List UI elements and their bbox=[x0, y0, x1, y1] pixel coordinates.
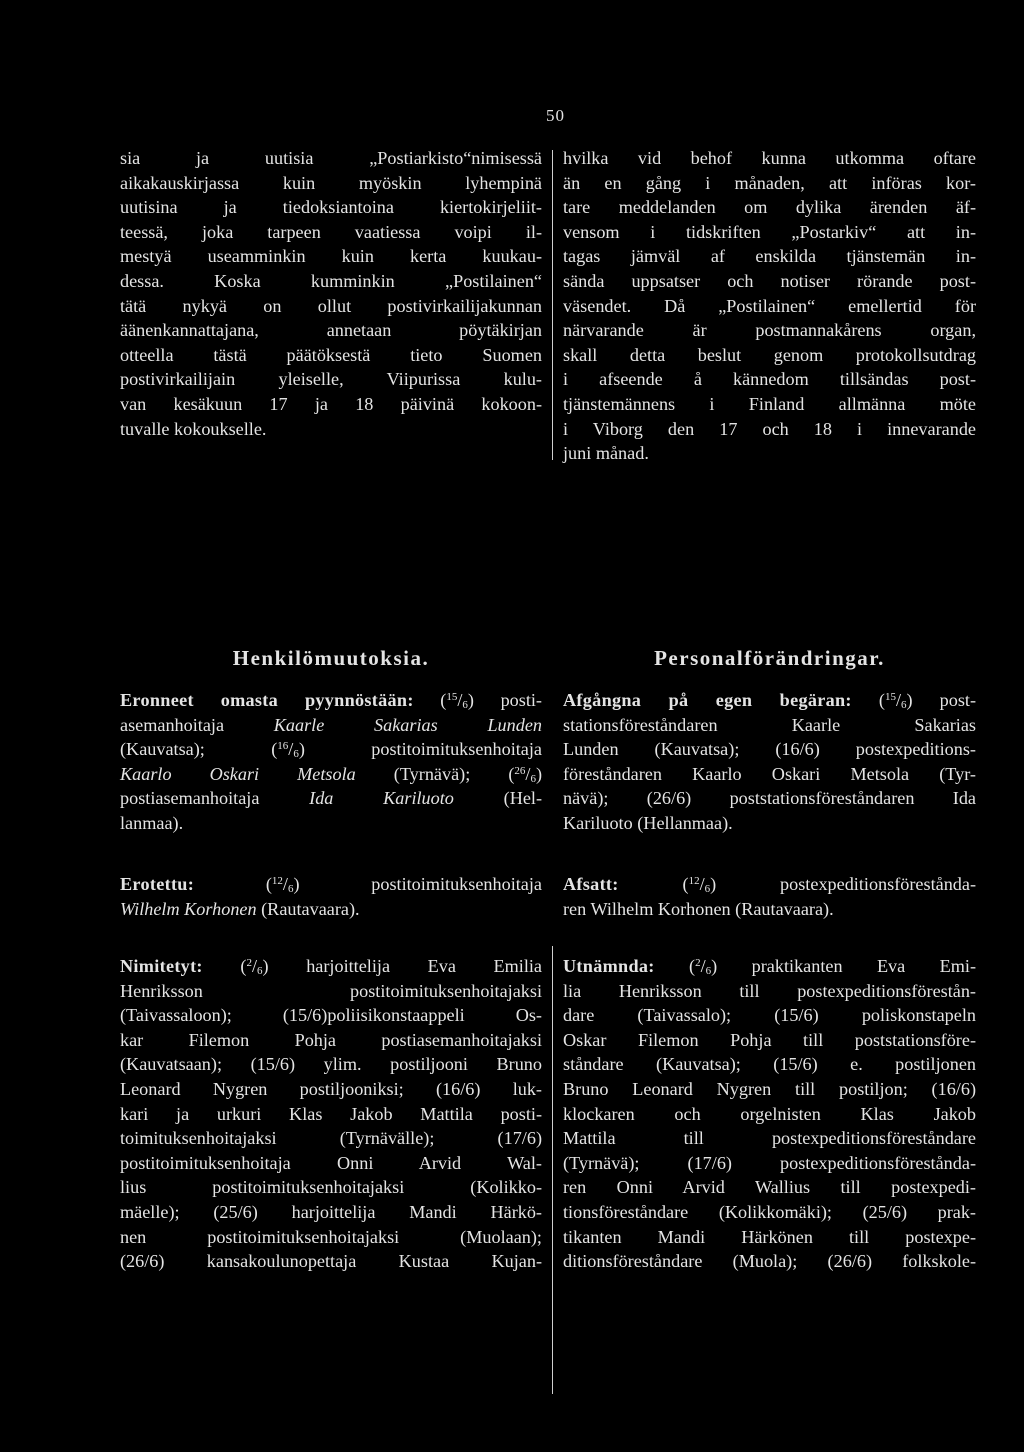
column-divider-top bbox=[552, 150, 553, 460]
finnish-resigned-entry: Eronneet omasta pyynnöstään: $(^{15}/_6)$ posti- asemanhoitaja Kaarle Sakarias Lunden (Kauvatsa); $(^{16}/_6)$ postitoimituksenhoitaja Kaarlo Oskari Metsola (Tyrnävä); $(^{26}/_6)$ postiasemanhoitaja Ida Kariluoto (Hel- lanmaa). bbox=[120, 690, 543, 833]
person-name: Kaarle Sakarias Lunden bbox=[273, 714, 543, 735]
finnish-intro-paragraph bbox=[120, 146, 542, 441]
text-line: tätä nykyä on ollut postivirkailijakunnan bbox=[120, 295, 542, 316]
text-line: teessä, joka tarpeen vaatiessa voipi il- bbox=[120, 221, 542, 242]
text-line: juni månad. bbox=[563, 443, 649, 464]
swedish-section-heading: Personalförändringar. bbox=[654, 646, 885, 670]
text-line: närvarande är postmannakårens organ, bbox=[563, 320, 976, 341]
text-line: än en gång i månaden, att införas kor- bbox=[563, 172, 976, 193]
text-line: tuvalle kokoukselle. bbox=[120, 418, 267, 439]
text-line: dessa. Koska kumminkin „Postilainen“ bbox=[120, 270, 542, 291]
finnish-appointed-entry: Nimitetyt: $(^2/_6)$ harjoittelija Eva Emilia Henriksson postitoimituksenhoitajaksi (Taivassaloon); (15/6)poliisikonstaappeli Os- kar Filemon Pohja postiasemanhoitajaksi (Kauvatsaan); (15/6) ylim. postiljooni Bruno Leonard Nygren postiljooniksi; (16/6) luk- kari ja urkuri Klas Jakob Mattila posti- toimituksenhoitajaksi (Tyrnävälle); (17/6) postitoimituksenhoitaja Onni Arvid Wal- lius postitoimituksenhoitajaksi (Kolikko- mäelle); (25/6) harjoittelija Mandi Härkö- nen postitoimituksenhoitajaksi (Muolaan); (26/6) kansakoulunopettaja Kustaa Kujan- bbox=[120, 956, 543, 1272]
swedish-dismissed-entry: Afsatt: $(^{12}/_6)$ postexpeditionsförestånda- ren Wilhelm Korhonen (Rautavaara). bbox=[563, 874, 977, 919]
person-name: Kaarlo Oskari Metsola bbox=[120, 763, 356, 784]
text-line: vensom i tidskriften „Postarkiv“ att in- bbox=[563, 221, 976, 242]
column-divider-bottom bbox=[552, 946, 553, 1394]
text-line: aikakauskirjassa kuin myöskin lyhempinä bbox=[120, 172, 542, 193]
text-line: uutisina ja tiedoksiantoina kiertokirjeliit- bbox=[120, 197, 542, 218]
person-name: Wilhelm Korhonen bbox=[120, 898, 257, 919]
text-line: otteella tästä päätöksestä tieto Suomen bbox=[120, 344, 542, 365]
entry-label: Afgångna på egen begäran: bbox=[563, 690, 852, 710]
entry-label: Utnämnda: bbox=[563, 956, 655, 976]
text-line: sia ja uutisia „Postiarkisto“nimisessä bbox=[120, 148, 542, 168]
finnish-dismissed-entry: Erotettu: $(^{12}/_6)$ postitoimituksenhoitaja Wilhelm Korhonen (Rautavaara). bbox=[120, 874, 542, 919]
text-line: tare meddelanden om dylika ärenden äf- bbox=[563, 197, 976, 218]
text-line: hvilka vid behof kunna utkomma oftare bbox=[563, 148, 976, 168]
entry-label: Nimitetyt: bbox=[120, 956, 203, 976]
text-line: tagas jämväl af enskilda tjänstemän in- bbox=[563, 246, 976, 267]
person-name: Ida Kariluoto bbox=[309, 788, 454, 809]
swedish-resigned-entry: Afgångna på egen begäran: $(^{15}/_6)$ post- stationsföreståndaren Kaarle Sakarias Lunden (Kauvatsa); (16/6) postexpeditions- föreståndaren Kaarlo Oskari Metsola (Tyr- nävä); (26/6) poststationsföreståndaren Ida Kariluoto (Hellanmaa). bbox=[563, 690, 977, 833]
entry-label: Eronneet omasta pyynnöstään: bbox=[120, 690, 414, 710]
text-line: van kesäkuun 17 ja 18 päivinä kokoon- bbox=[120, 393, 542, 414]
text-line: postivirkailijain yleiselle, Viipurissa kulu- bbox=[120, 369, 542, 390]
text-line: äänenkannattajana, annetaan pöytäkirjan bbox=[120, 320, 542, 341]
entry-label: Afsatt: bbox=[563, 874, 619, 894]
text-line: mestyä useamminkin kuin kerta kuukau- bbox=[120, 246, 542, 267]
text-line: i Viborg den 17 och 18 i innevarande bbox=[563, 418, 976, 439]
page-number: 50 bbox=[546, 106, 565, 125]
entry-label: Erotettu: bbox=[120, 874, 195, 894]
text-line: väsendet. Då „Postilainen“ emellertid för bbox=[563, 295, 976, 316]
swedish-appointed-entry: Utnämnda: $(^2/_6)$ praktikanten Eva Emi- lia Henriksson till postexpeditionsförestån- dare (Taivassalo); (15/6) poliskonstapeln Oskar Filemon Pohja till poststationsföre- ståndare (Kauvatsa); (15/6) e. postiljonen Bruno Leonard Nygren till postiljon; (16/6) klockaren och orgelnisten Klas Jakob Mattila till postexpeditionsföreståndare (Tyrnävä); (17/6) postexpeditionsförestånda- ren Onni Arvid Wallius till postexpedi- tionsföreståndare (Kolikkomäki); (25/6) prak- tikanten Mandi Härkönen till postexpe- ditionsföreståndare (Muola); (26/6) folkskole- bbox=[563, 956, 976, 1272]
text-line: tjänstemännens i Finland allmänna möte bbox=[563, 393, 976, 414]
swedish-intro-paragraph bbox=[563, 146, 976, 466]
finnish-section-heading: Henkilömuutoksia. bbox=[232, 646, 430, 670]
text-line: i afseende å kännedom tillsändas post- bbox=[563, 369, 976, 390]
text-line: sända uppsatser och notiser rörande post- bbox=[563, 270, 976, 291]
text-line: skall detta beslut genom protokollsutdrag bbox=[563, 344, 976, 365]
